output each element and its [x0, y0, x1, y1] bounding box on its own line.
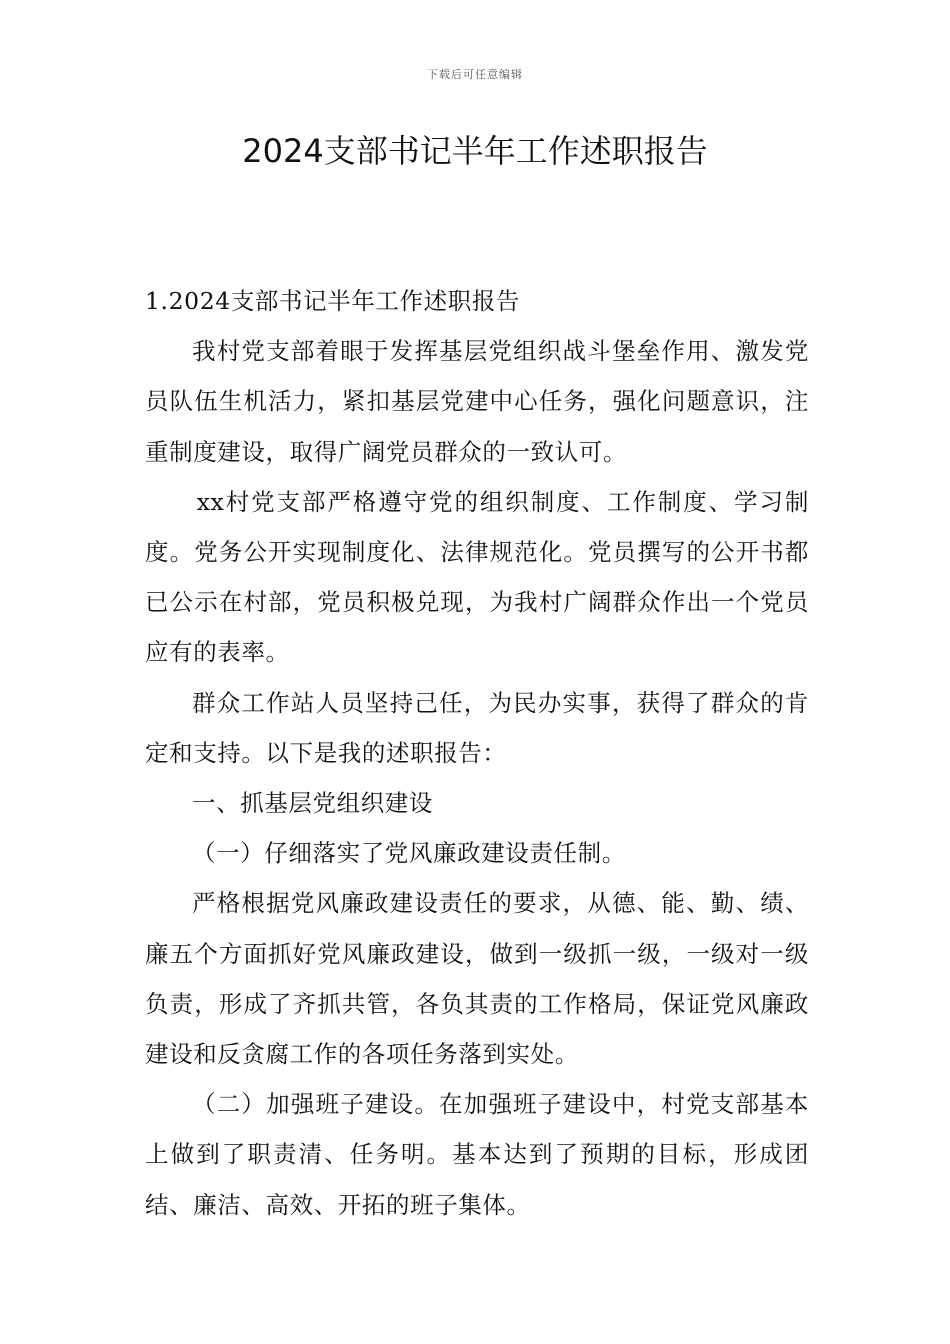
document-body — [145, 276, 809, 1230]
body-paragraph: 我村党支部着眼于发挥基层党组织战斗堡垒作用、激发党员队伍生机活力，紧扣基层党建中心任务，强化问题意识，注重制度建设，取得广阔党员群众的一致认可。 — [145, 337, 809, 466]
document-title: 2024支部书记半年工作述职报告 — [242, 132, 708, 170]
body-paragraph: 群众工作站人员坚持己任，为民办实事，获得了群众的肯定和支持。以下是我的述职报告： — [145, 688, 809, 767]
section-heading-numbered: 1.2024支部书记半年工作述职报告 — [145, 287, 521, 315]
section-heading: 一、抓基层党组织建设 — [192, 789, 433, 818]
body-paragraph: （二）加强班子建设。在加强班子建设中，村党支部基本上做到了职责清、任务明。基本达到了预期的目标，形成团结、廉洁、高效、开拓的班子集体。 — [145, 1090, 809, 1219]
body-paragraph: xx村党支部严格遵守党的组织制度、工作制度、学习制度。党务公开实现制度化、法律规范化。党员撰写的公开书都已公示在村部，党员积极兑现，为我村广阔群众作出一个党员应有的表率。 — [145, 487, 809, 667]
body-paragraph: 严格根据党风廉政建设责任的要求，从德、能、勤、绩、廉五个方面抓好党风廉政建设，做到一级抓一级，一级对一级负责，形成了齐抓共管，各负其责的工作格局，保证党风廉政建设和反贪腐工作的各项任务落到实处。 — [145, 889, 809, 1069]
subsection-heading: （一）仔细落实了党风廉政建设责任制。 — [192, 839, 626, 868]
header-note: 下载后可任意编辑 — [427, 68, 523, 81]
